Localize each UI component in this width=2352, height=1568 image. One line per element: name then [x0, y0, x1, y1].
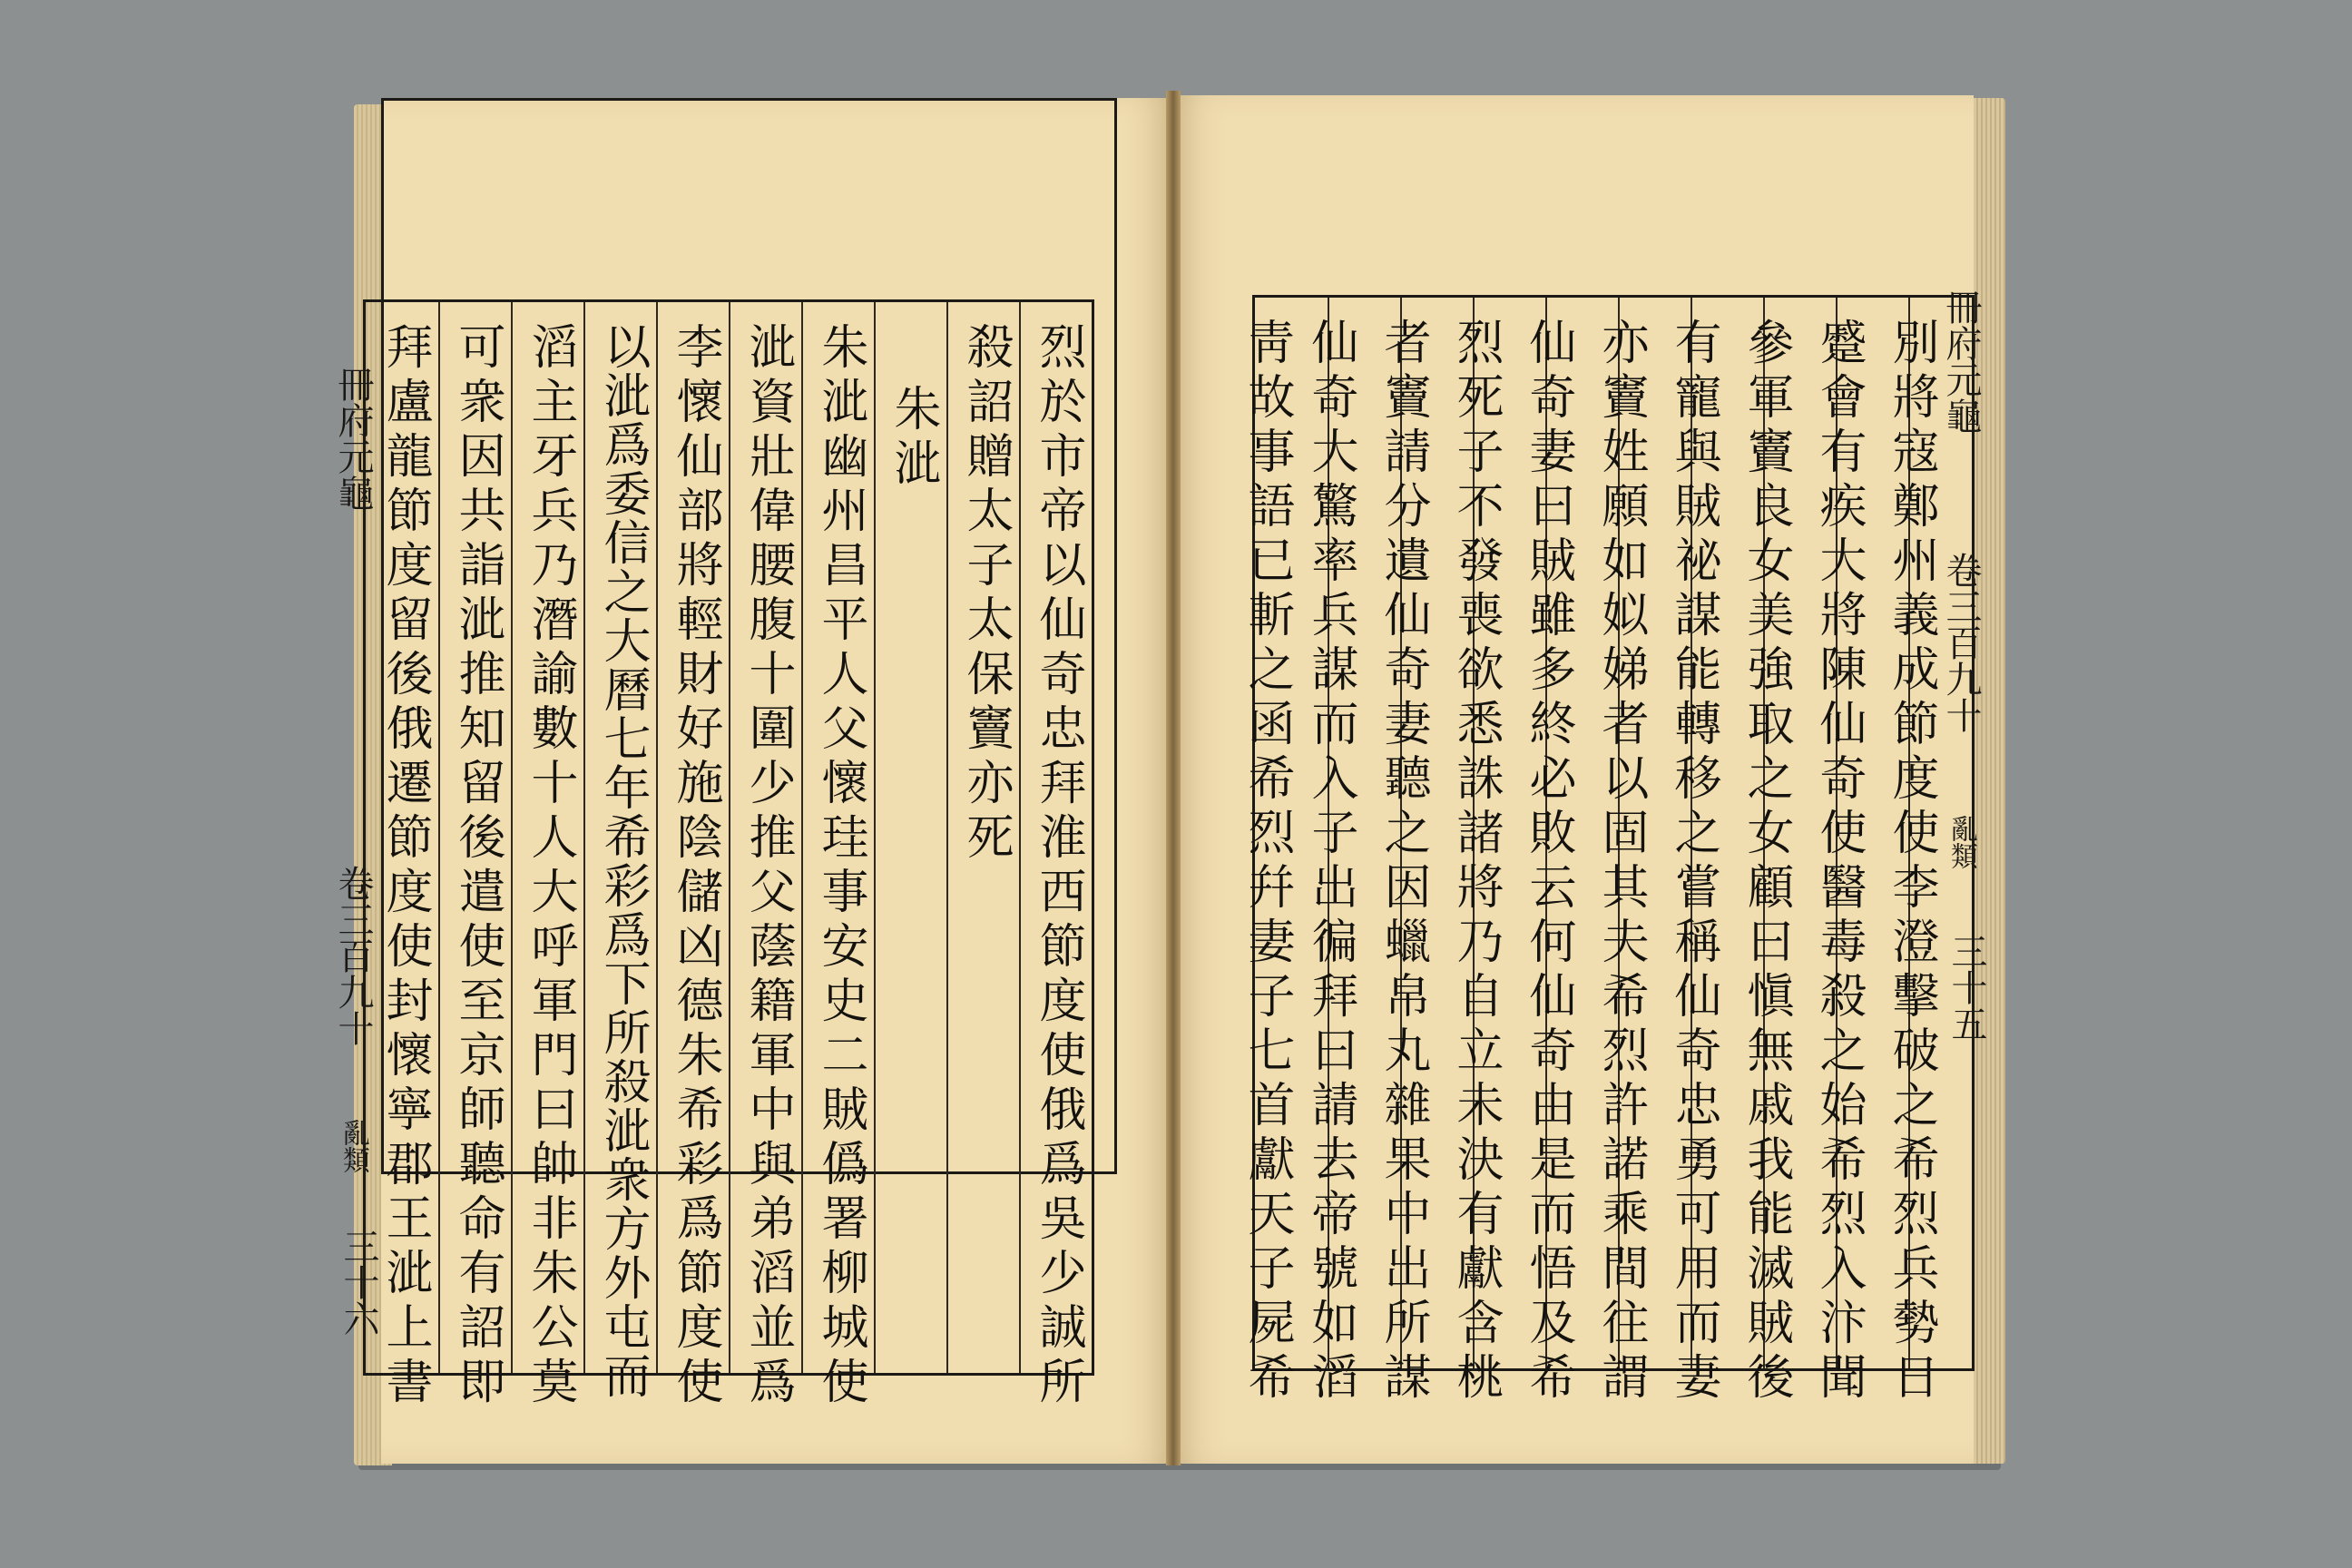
text-column: 朱泚幽州昌平人父懷珪事安史二賊僞署柳城使	[813, 322, 867, 1411]
left-spine-volume: 卷三百九十	[332, 865, 374, 1046]
column-rule	[438, 302, 440, 1373]
column-rule	[656, 302, 658, 1373]
right-spine-category: 亂類	[1945, 815, 1977, 869]
column-rule	[946, 302, 948, 1373]
text-column: 靑故事語已斬之函希烈幷妻子七首獻天子屍希	[1240, 318, 1294, 1406]
text-column: 仙奇妻曰賊雖多終必敗云何仙奇由是而悟及希	[1521, 318, 1575, 1406]
text-column: 泚資壯偉腰腹十圍少推父蔭籍軍中與弟滔並爲	[740, 322, 795, 1411]
left-spine-title: 冊府元龜	[332, 366, 374, 511]
column-rule	[801, 302, 803, 1373]
text-column: 有寵與賊祕謀能轉移之嘗稱仙奇忠勇可用而妻	[1666, 318, 1720, 1406]
column-rule	[729, 302, 730, 1373]
left-text-frame-border	[332, 299, 1094, 1411]
right-text-frame	[1240, 289, 1987, 1406]
column-rule	[874, 302, 876, 1373]
text-column: 可衆因共詣泚推知留後遣使至京師聽命有詔即	[450, 322, 505, 1411]
text-column: 拜盧龍節度留後俄遷節度使封懷寧郡王泚上書	[377, 322, 432, 1411]
book-gutter	[1166, 91, 1181, 1465]
right-spine-volume: 卷三百九十	[1940, 552, 1982, 733]
text-column: 殺詔贈太子太保竇亦死	[958, 322, 1013, 867]
right-spine-title: 冊府元龜	[1940, 289, 1982, 434]
left-page-number: 三十六	[338, 1228, 379, 1337]
text-column: 烈死子不發喪欲悉誅諸將乃自立未決有獻含桃	[1448, 318, 1503, 1406]
text-column: 蹙會有疾大將陳仙奇使醫毒殺之始希烈入汴聞	[1811, 318, 1866, 1406]
entry-heading: 朱泚	[886, 384, 940, 493]
text-column: 以泚爲委信之大曆七年希彩爲下所殺泚衆方外屯而	[595, 322, 650, 1400]
column-rule	[511, 302, 513, 1373]
text-column: 者竇請分遺仙奇妻聽之因蠟帛丸雜果中出所謀	[1376, 318, 1430, 1406]
text-column: 參軍竇良女美強取之女顧曰愼無戚我能滅賊後	[1739, 318, 1793, 1406]
column-rule	[1019, 302, 1021, 1373]
text-column: 李懷仙部將輕財好施陰儲凶德朱希彩爲節度使	[668, 322, 722, 1411]
text-column: 滔主牙兵乃潛諭數十人大呼軍門曰帥非朱公莫	[523, 322, 577, 1411]
text-column: 別將寇鄭州義成節度使李澄擊破之希烈兵勢日	[1884, 318, 1938, 1406]
text-column: 烈於市帝以仙奇忠拜淮西節度使俄爲吳少誠所	[1031, 322, 1085, 1411]
right-page-number: 三十五	[1945, 933, 1987, 1042]
column-rule	[583, 302, 585, 1373]
text-column: 仙奇大驚率兵謀而入子出徧拜曰請去帝號如滔	[1303, 318, 1357, 1406]
left-spine-category: 亂類	[338, 1119, 369, 1173]
text-column: 亦竇姓願如姒娣者以固其夫希烈許諾乘間往謂	[1593, 318, 1648, 1406]
